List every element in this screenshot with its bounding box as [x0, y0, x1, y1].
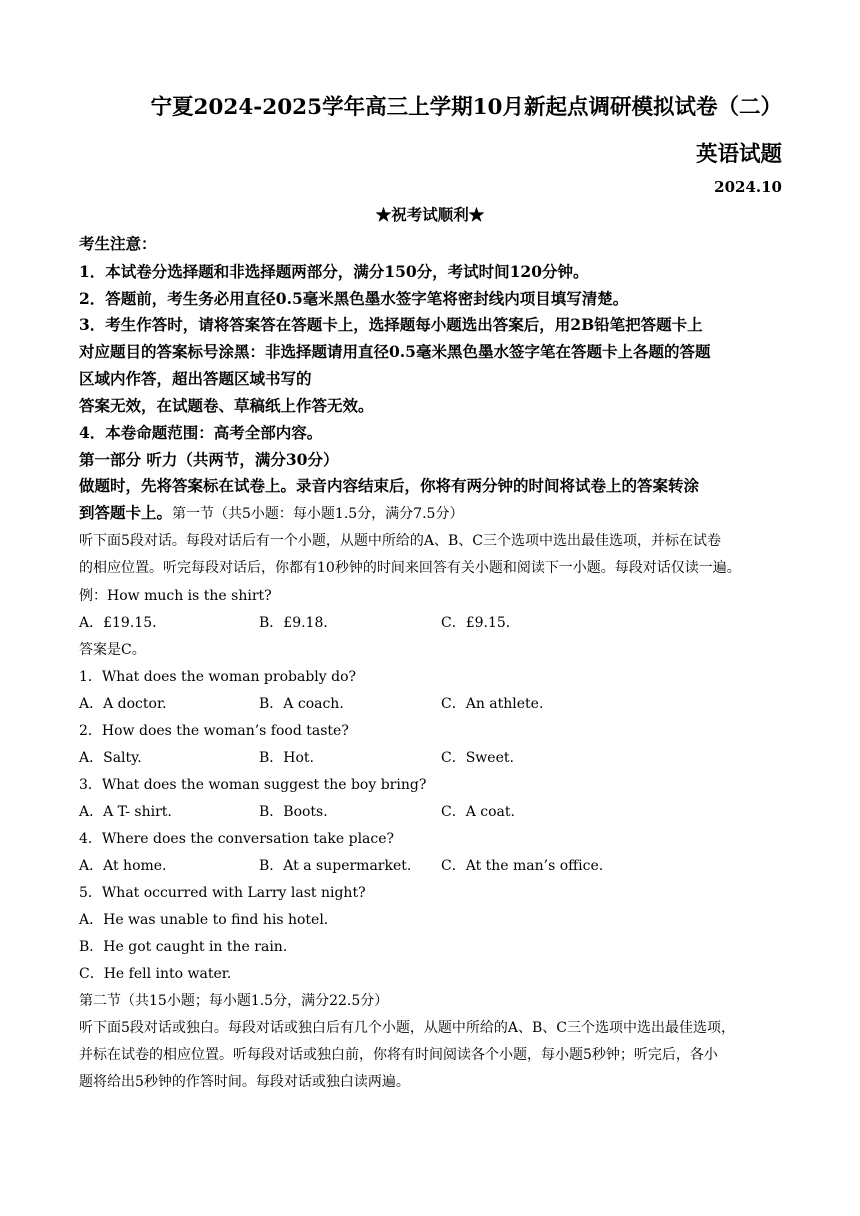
- example-option-b: B．£9.18．: [259, 615, 338, 631]
- section2-directions-line-2: 并标在试卷的相应位置。听每段对话或独白前，你将有时间阅读各个小题，每小题5秒钟；听完后，各小: [79, 1047, 718, 1063]
- question-3-option-a: A．A T- shirt.: [79, 804, 172, 820]
- notice-heading: 考生注意：: [79, 234, 157, 253]
- part1-instruction-line-2: [79, 501, 463, 523]
- question-4: 4．Where does the conversation take place?: [79, 831, 395, 847]
- part1-instruction-line-1: 做题时，先将答案标在试卷上。录音内容结束后，你将有两分钟的时间将试卷上的答案转涂: [79, 476, 700, 495]
- section2-directions-line-1: 听下面5段对话或独白。每段对话或独白后有几个小题，从题中所给的A、B、C三个选项中选出最佳选项，: [79, 1020, 736, 1036]
- example-answer: 答案是C。: [79, 642, 146, 658]
- question-5: 5．What occurred with Larry last night?: [79, 885, 366, 901]
- notice-item-4: 4．本卷命题范围：高考全部内容。: [79, 423, 323, 442]
- exam-date: 2024.10: [714, 178, 782, 196]
- instruction-bold-part: 到答题卡上。: [79, 503, 173, 522]
- question-1-option-c: C．An athlete.: [441, 696, 544, 712]
- question-1: 1．What does the woman probably do?: [79, 669, 357, 685]
- example-question: 例：How much is the shirt?: [79, 588, 272, 604]
- question-3-option-c: C．A coat.: [441, 804, 515, 820]
- notice-item-1: 1．本试卷分选择题和非选择题两部分，满分150分，考试时间120分钟。: [79, 262, 589, 281]
- section2-directions-line-3: 题将给出5秒钟的作答时间。每段对话或独白读两遍。: [79, 1074, 410, 1090]
- question-2-option-b: B．Hot.: [259, 750, 315, 766]
- example-option-c: C．£9.15．: [441, 615, 520, 631]
- part1-heading: 第一部分 听力（共两节，满分30分）: [79, 450, 339, 469]
- question-4-option-a: A．At home.: [79, 858, 167, 874]
- notice-item-3-line-1: 3．考生作答时，请将答案答在答题卡上，选择题每小题选出答案后，用2B铅笔把答题卡上: [79, 315, 703, 334]
- question-5-option-c: C．He fell into water.: [79, 966, 232, 982]
- exam-title: 宁夏2024-2025学年高三上学期10月新起点调研模拟试卷（二）: [150, 95, 782, 120]
- question-5-option-a: A．He was unable to find his hotel.: [79, 912, 329, 928]
- example-option-a: A．£19.15．: [79, 615, 167, 631]
- question-3-option-b: B．Boots.: [259, 804, 328, 820]
- exam-subject: 英语试题: [695, 142, 782, 167]
- section1-directions-line-1: 听下面5段对话。每段对话后有一个小题，从题中所给的A、B、C三个选项中选出最佳选项，并标在试卷: [79, 533, 722, 549]
- question-2-option-a: A．Salty.: [79, 750, 142, 766]
- question-1-option-b: B．A coach.: [259, 696, 344, 712]
- notice-item-2: 2．答题前，考生务必用直径0.5毫米黑色墨水签字笔将密封线内项目填写清楚。: [79, 289, 629, 308]
- question-5-option-b: B．He got caught in the rain.: [79, 939, 288, 955]
- question-2-option-c: C．Sweet.: [441, 750, 514, 766]
- section2-heading: 第二节（共15小题；每小题1.5分，满分22.5分）: [79, 993, 389, 1009]
- question-2: 2．How does the woman’s food taste?: [79, 723, 349, 739]
- question-1-option-a: A．A doctor.: [79, 696, 167, 712]
- good-luck-line: ★祝考试顺利★: [375, 205, 485, 224]
- question-4-option-b: B．At a supermarket.: [259, 858, 412, 874]
- question-4-option-c: C．At the man’s office.: [441, 858, 604, 874]
- question-3: 3．What does the woman suggest the boy bring?: [79, 777, 427, 793]
- section1-heading: 第一节（共5小题：每小题1.5分，满分7.5分）: [172, 506, 464, 522]
- notice-item-3-line-2: 对应题目的答案标号涂黑：非选择题请用直径0.5毫米黑色墨水签字笔在答题卡上各题的答题: [79, 342, 711, 361]
- notice-item-3-line-3: 区域内作答，超出答题区域书写的: [79, 369, 312, 388]
- section1-directions-line-2: 的相应位置。听完每段对话后，你都有10秒钟的时间来回答有关小题和阅读下一小题。每段对话仅读一遍。: [79, 560, 741, 576]
- notice-item-3-line-4: 答案无效，在试题卷、草稿纸上作答无效。: [79, 396, 374, 415]
